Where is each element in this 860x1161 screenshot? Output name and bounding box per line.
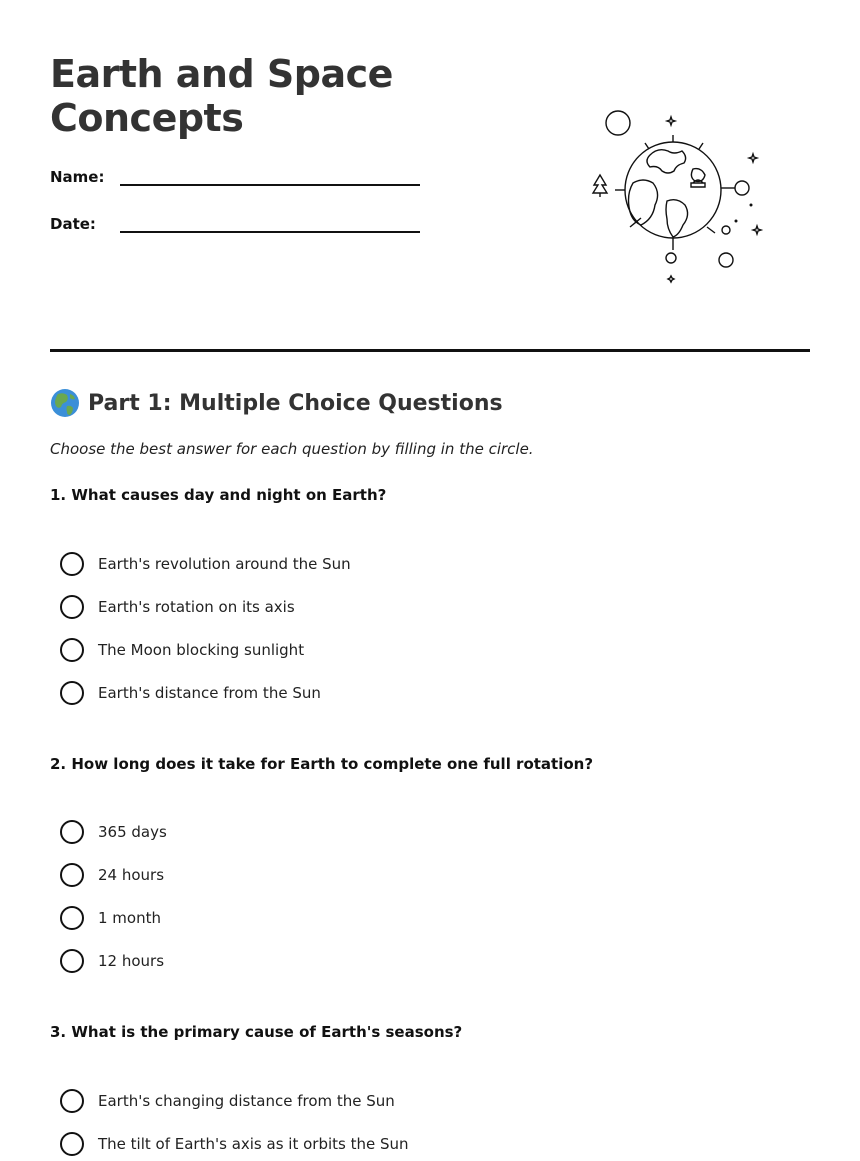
date-field[interactable]: [120, 213, 420, 233]
option-q1-a[interactable]: [60, 552, 351, 576]
page-title: Earth and Space Concepts: [50, 52, 393, 140]
option-label: Earth's distance from the Sun: [98, 684, 321, 702]
section-divider: [50, 349, 810, 352]
radio-circle[interactable]: [60, 820, 84, 844]
option-label: Earth's changing distance from the Sun: [98, 1092, 395, 1110]
option-q1-b[interactable]: [60, 595, 295, 619]
question-1: 1. What causes day and night on Earth?: [50, 486, 387, 504]
date-field-row: [50, 213, 420, 233]
option-q2-a[interactable]: [60, 820, 167, 844]
earth-globe-illustration: [585, 105, 775, 290]
option-q2-d[interactable]: [60, 949, 164, 973]
name-field[interactable]: [120, 166, 420, 186]
part-1-heading-text: Part 1: Multiple Choice Questions: [88, 390, 503, 416]
option-q1-c[interactable]: [60, 638, 304, 662]
question-2: 2. How long does it take for Earth to complete one full rotation?: [50, 755, 594, 773]
part-1-heading: [50, 388, 503, 418]
date-label: Date:: [50, 215, 96, 233]
option-label: 12 hours: [98, 952, 165, 970]
option-q2-b[interactable]: [60, 863, 164, 887]
option-q3-a[interactable]: [60, 1089, 395, 1113]
name-field-row: [50, 166, 420, 186]
radio-circle[interactable]: [60, 638, 84, 662]
radio-circle[interactable]: [60, 595, 84, 619]
question-3: 3. What is the primary cause of Earth's seasons?: [50, 1023, 463, 1041]
radio-circle[interactable]: [60, 1132, 84, 1156]
option-label: Earth's rotation on its axis: [98, 598, 295, 616]
option-label: The Moon blocking sunlight: [98, 641, 305, 659]
option-q3-b[interactable]: [60, 1132, 409, 1156]
option-label: 24 hours: [98, 866, 165, 884]
radio-circle[interactable]: [60, 863, 84, 887]
radio-circle[interactable]: [60, 681, 84, 705]
radio-circle[interactable]: [60, 552, 84, 576]
option-label: 1 month: [98, 909, 161, 927]
globe-emoji-icon: [50, 388, 80, 418]
option-label: The tilt of Earth's axis as it orbits the Sun: [98, 1135, 409, 1153]
radio-circle[interactable]: [60, 949, 84, 973]
radio-circle[interactable]: [60, 906, 84, 930]
instructions: Choose the best answer for each question by filling in the circle.: [50, 440, 534, 458]
option-q1-d[interactable]: [60, 681, 321, 705]
radio-circle[interactable]: [60, 1089, 84, 1113]
name-label: Name:: [50, 168, 105, 186]
option-q2-c[interactable]: [60, 906, 161, 930]
option-label: Earth's revolution around the Sun: [98, 555, 351, 573]
option-label: 365 days: [98, 823, 167, 841]
